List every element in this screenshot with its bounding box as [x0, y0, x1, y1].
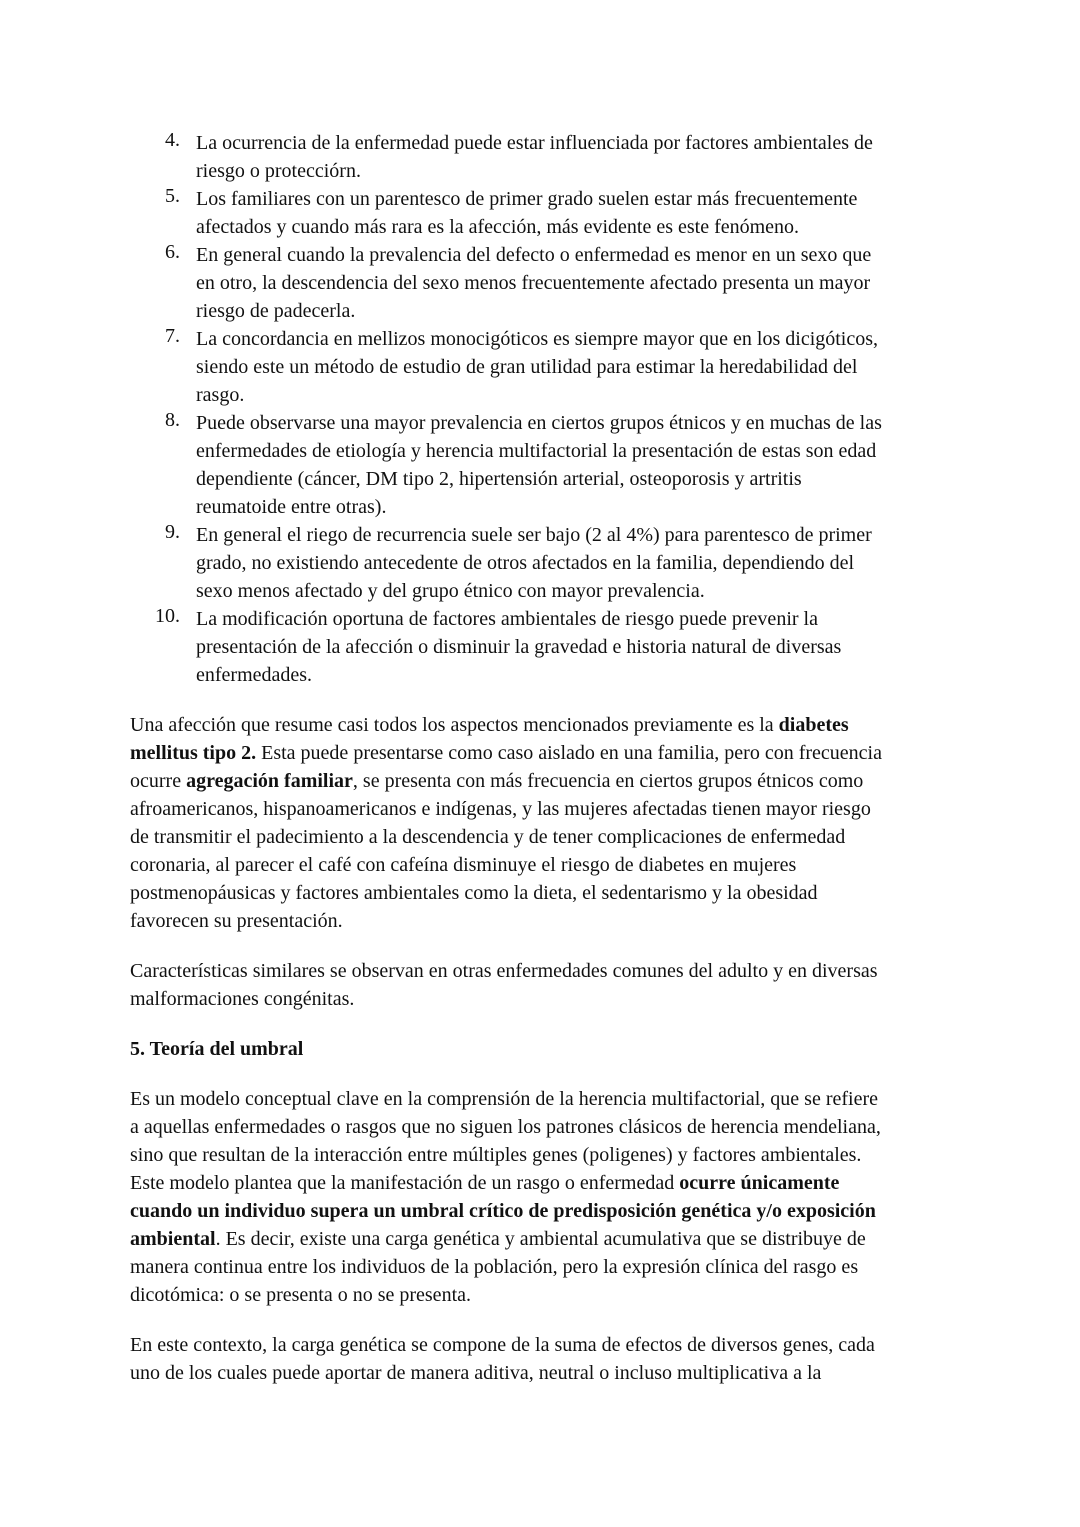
- text-run: postmenopáusicas y factores ambientales como la dieta, el sedentarismo y la obesidad: [130, 882, 818, 904]
- text-line: [130, 711, 960, 739]
- paragraph-diabetes: [130, 711, 960, 935]
- list-number: 4.: [165, 129, 180, 151]
- bold-text: diabetes: [778, 714, 849, 736]
- text-line: [130, 985, 960, 1013]
- text-run: sexo menos afectado y del grupo étnico con mayor prevalencia.: [196, 580, 705, 602]
- text-line: [196, 605, 960, 633]
- text-line: [130, 1281, 960, 1309]
- text-line: [130, 1225, 960, 1253]
- section-heading: [130, 1035, 960, 1063]
- list-item: [130, 129, 960, 185]
- text-line: [130, 1197, 960, 1225]
- text-run: sino que resultan de la interacción entre múltiples genes (poligenes) y factores ambientales.: [130, 1144, 862, 1166]
- text-line: [196, 241, 960, 269]
- text-run: rasgo.: [196, 384, 245, 406]
- text-line: [196, 661, 960, 689]
- text-run: grado, no existiendo antecedente de otros afectados en la familia, dependiendo del: [196, 552, 855, 574]
- text-line: [130, 1359, 960, 1387]
- text-run: uno de los cuales puede aportar de manera aditiva, neutral o incluso multiplicativa a la: [130, 1362, 822, 1384]
- text-run: En general el riego de recurrencia suele ser bajo (2 al 4%) para parentesco de primer: [196, 524, 872, 546]
- text-line: [130, 767, 960, 795]
- text-run: Características similares se observan en otras enfermedades comunes del adulto y en diversas: [130, 960, 878, 982]
- text-line: [130, 1141, 960, 1169]
- text-line: [196, 213, 960, 241]
- text-run: de transmitir el padecimiento a la descendencia y de tener complicaciones de enfermedad: [130, 826, 846, 848]
- paragraph-threshold: [130, 1085, 960, 1309]
- text-run: riesgo o protecciórn.: [196, 160, 361, 182]
- text-line: [196, 521, 960, 549]
- text-run: Puede observarse una mayor prevalencia en ciertos grupos étnicos y en muchas de las: [196, 412, 882, 434]
- text-run: La modificación oportuna de factores ambientales de riesgo puede prevenir la: [196, 608, 818, 630]
- text-run: en otro, la descendencia del sexo menos frecuentemente afectado presenta un mayor: [196, 272, 871, 294]
- document-body: [130, 711, 960, 1387]
- text-run: siendo este un método de estudio de gran utilidad para estimar la heredabilidad del: [196, 356, 858, 378]
- text-line: [196, 129, 960, 157]
- text-line: [196, 437, 960, 465]
- text-run: enfermedades.: [196, 664, 313, 686]
- text-line: [130, 1085, 960, 1113]
- text-run: Esta puede presentarse como caso aislado en una familia, pero con frecuencia: [256, 742, 882, 764]
- list-number: 7.: [165, 325, 180, 347]
- text-run: Una afección que resume casi todos los aspectos mencionados previamente es la: [130, 714, 779, 736]
- text-line: [196, 297, 960, 325]
- text-run: Es un modelo conceptual clave en la comprensión de la herencia multifactorial, que se refiere: [130, 1088, 879, 1110]
- text-line: [196, 353, 960, 381]
- text-run: Este modelo plantea que la manifestación de un rasgo o enfermedad: [130, 1172, 680, 1194]
- document-page: [130, 129, 960, 1409]
- text-line: [196, 465, 960, 493]
- text-line: [130, 795, 960, 823]
- text-line: [130, 1253, 960, 1281]
- paragraph-genetic-load: [130, 1331, 960, 1387]
- numbered-list: [130, 129, 960, 689]
- text-run: afroamericanos, hispanoamericanos e indígenas, y las mujeres afectadas tienen mayor riesgo: [130, 798, 871, 820]
- text-line: [130, 851, 960, 879]
- text-run: a aquellas enfermedades o rasgos que no siguen los patrones clásicos de herencia mendeliana,: [130, 1116, 881, 1138]
- list-item: [130, 241, 960, 325]
- text-line: [196, 577, 960, 605]
- list-item: [130, 325, 960, 409]
- text-run: La ocurrencia de la enfermedad puede estar influenciada por factores ambientales de: [196, 132, 873, 154]
- text-line: [130, 823, 960, 851]
- list-item: [130, 521, 960, 605]
- text-line: [130, 1169, 960, 1197]
- text-run: manera continua entre los individuos de la población, pero la expresión clínica del rasgo es: [130, 1256, 859, 1278]
- list-number: 8.: [165, 409, 180, 431]
- text-run: dependiente (cáncer, DM tipo 2, hipertensión arterial, osteoporosis y artritis: [196, 468, 802, 490]
- text-line: [196, 409, 960, 437]
- list-item: [130, 409, 960, 521]
- list-number: 9.: [165, 521, 180, 543]
- bold-text: agregación familiar: [186, 770, 353, 792]
- text-line: [130, 1331, 960, 1359]
- text-run: riesgo de padecerla.: [196, 300, 356, 322]
- text-run: La concordancia en mellizos monocigóticos es siempre mayor que en los dicigóticos,: [196, 328, 879, 350]
- text-run: En este contexto, la carga genética se compone de la suma de efectos de diversos genes, cada: [130, 1334, 875, 1356]
- list-item: [130, 605, 960, 689]
- text-line: [196, 325, 960, 353]
- text-line: [130, 1113, 960, 1141]
- text-run: Los familiares con un parentesco de primer grado suelen estar más frecuentemente: [196, 188, 858, 210]
- list-number: 6.: [165, 241, 180, 263]
- text-run: dicotómica: o se presenta o no se presenta.: [130, 1284, 471, 1306]
- text-run: malformaciones congénitas.: [130, 988, 355, 1010]
- text-run: afectados y cuando más rara es la afección, más evidente es este fenómeno.: [196, 216, 800, 238]
- text-line: [196, 493, 960, 521]
- text-line: [130, 907, 960, 935]
- text-line: [196, 269, 960, 297]
- text-line: [130, 739, 960, 767]
- text-run: . Es decir, existe una carga genética y ambiental acumulativa que se distribuye de: [215, 1228, 866, 1250]
- list-number: 10.: [155, 605, 180, 627]
- text-line: [196, 549, 960, 577]
- text-run: coronaria, al parecer el café con cafeína disminuye el riesgo de diabetes en mujeres: [130, 854, 797, 876]
- bold-text: 5. Teoría del umbral: [130, 1038, 304, 1060]
- text-run: , se presenta con más frecuencia en ciertos grupos étnicos como: [352, 770, 864, 792]
- text-line: [130, 1035, 960, 1063]
- text-run: En general cuando la prevalencia del defecto o enfermedad es menor en un sexo que: [196, 244, 872, 266]
- bold-text: mellitus tipo 2.: [130, 742, 257, 764]
- text-line: [196, 381, 960, 409]
- text-run: favorecen su presentación.: [130, 910, 343, 932]
- bold-text: ocurre únicamente: [679, 1172, 840, 1194]
- list-number: 5.: [165, 185, 180, 207]
- text-line: [196, 157, 960, 185]
- text-run: presentación de la afección o disminuir la gravedad e historia natural de diversas: [196, 636, 842, 658]
- text-run: reumatoide entre otras).: [196, 496, 387, 518]
- text-run: ocurre: [130, 770, 187, 792]
- bold-text: ambiental: [130, 1228, 216, 1250]
- paragraph-similar: [130, 957, 960, 1013]
- text-line: [130, 957, 960, 985]
- text-line: [196, 185, 960, 213]
- text-run: enfermedades de etiología y herencia multifactorial la presentación de estas son edad: [196, 440, 877, 462]
- text-line: [196, 633, 960, 661]
- list-item: [130, 185, 960, 241]
- text-line: [130, 879, 960, 907]
- bold-text: cuando un individuo supera un umbral crítico de predisposición genética y/o exposición: [130, 1200, 876, 1222]
